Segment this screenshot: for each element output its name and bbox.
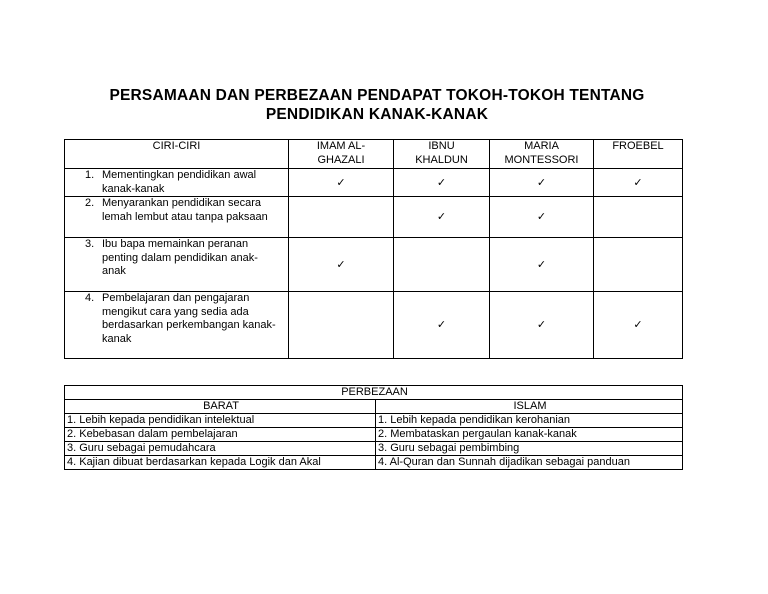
criterion-text: Menyarankan pendidikan secara lemah lembut atau tanpa paksaan <box>102 197 268 223</box>
tick-cell <box>594 169 683 197</box>
page-title <box>64 86 690 124</box>
criterion-text: Ibu bapa memainkan peranan penting dalam pendidikan anak-anak <box>102 238 258 277</box>
tick-cell <box>490 292 594 359</box>
header-froebel: FROEBEL <box>594 140 683 169</box>
islam-cell: 4. Al-Quran dan Sunnah dijadikan sebagai panduan <box>376 456 683 470</box>
check-icon: ✓ <box>336 257 346 271</box>
row-number: 1. <box>85 169 95 181</box>
criterion-text: Mementingkan pendidikan awal kanak-kanak <box>102 169 257 195</box>
check-icon: ✓ <box>633 318 643 332</box>
table-row <box>65 414 683 428</box>
check-icon: ✓ <box>536 210 547 224</box>
tick-cell <box>289 197 394 238</box>
check-icon: ✓ <box>436 210 447 224</box>
tick-cell <box>594 238 683 292</box>
barat-cell: 4. Kajian dibuat berdasarkan kepada Logik dan Akal <box>65 456 376 470</box>
table-row <box>65 292 683 359</box>
header-ibnu-khaldun: IBNU KHALDUN <box>394 140 490 169</box>
comparison-table <box>64 139 683 359</box>
table-row <box>65 442 683 456</box>
tick-cell <box>490 197 594 238</box>
table-row <box>65 428 683 442</box>
islam-cell: 2. Membataskan pergaulan kanak-kanak <box>376 428 683 442</box>
title-line-2: PENDIDIKAN KANAK-KANAK <box>265 106 489 123</box>
tick-cell <box>490 238 594 292</box>
row-number: 2. <box>85 197 95 209</box>
header-barat: BARAT <box>65 400 376 414</box>
tick-cell <box>394 197 490 238</box>
check-icon: ✓ <box>633 175 643 189</box>
tick-cell <box>289 238 394 292</box>
check-icon: ✓ <box>536 318 547 332</box>
check-icon: ✓ <box>536 175 547 189</box>
check-icon: ✓ <box>336 175 346 189</box>
differences-title-row <box>65 386 683 400</box>
comparison-table-header-row <box>65 140 683 169</box>
barat-cell: 1. Lebih kepada pendidikan intelektual <box>65 414 376 428</box>
tick-cell <box>394 292 490 359</box>
title-line-1: PERSAMAAN DAN PERBEZAAN PENDAPAT TOKOH-TOKOH TENTANG <box>109 87 645 104</box>
table-row <box>65 238 683 292</box>
tick-cell <box>594 292 683 359</box>
header-maria-montessori: MARIA MONTESSORI <box>490 140 594 169</box>
header-imam-al-ghazali: IMAM AL- GHAZALI <box>289 140 394 169</box>
differences-table <box>64 385 683 470</box>
tick-cell <box>289 169 394 197</box>
barat-cell: 2. Kebebasan dalam pembelajaran <box>65 428 376 442</box>
tick-cell <box>394 169 490 197</box>
table-row <box>65 169 683 197</box>
tick-cell <box>394 238 490 292</box>
table-row <box>65 456 683 470</box>
header-islam: ISLAM <box>376 400 683 414</box>
row-number: 4. <box>85 292 95 304</box>
check-icon: ✓ <box>436 175 447 189</box>
tick-cell <box>490 169 594 197</box>
header-ciri-ciri: CIRI-CIRI <box>65 140 289 169</box>
islam-cell: 3. Guru sebagai pembimbing <box>376 442 683 456</box>
differences-header-row <box>65 400 683 414</box>
check-icon: ✓ <box>536 257 547 271</box>
islam-cell: 1. Lebih kepada pendidikan kerohanian <box>376 414 683 428</box>
barat-cell: 3. Guru sebagai pemudahcara <box>65 442 376 456</box>
differences-title: PERBEZAAN <box>65 386 683 400</box>
tick-cell <box>594 197 683 238</box>
row-number: 3. <box>85 238 95 250</box>
table-row <box>65 197 683 238</box>
check-icon: ✓ <box>436 318 447 332</box>
criterion-text: Pembelajaran dan pengajaran mengikut cara yang sedia ada berdasarkan perkembangan kanak-kanak <box>102 292 276 345</box>
tick-cell <box>289 292 394 359</box>
